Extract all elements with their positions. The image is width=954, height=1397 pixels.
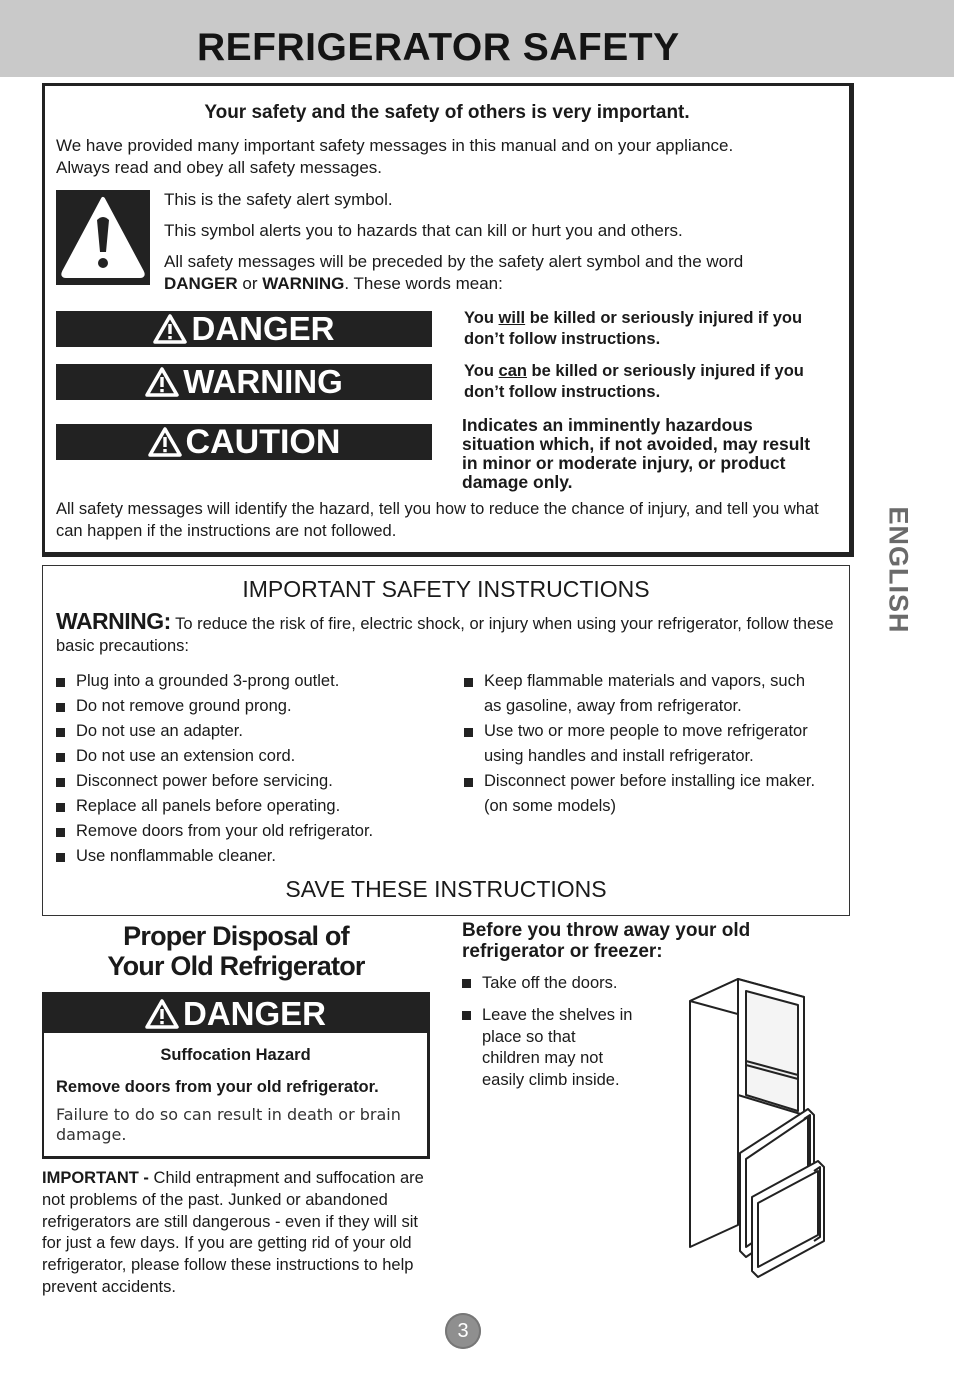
language-tab-label: ENGLISH	[883, 506, 914, 634]
safety-intro-box	[42, 83, 854, 557]
warning-signal-label: WARNING	[183, 363, 343, 400]
precautions-list-left	[56, 669, 436, 869]
caution-signal-desc: Indicates an imminently hazardous situation which, if not avoided, may result in minor or moderate injury, or product damage only.	[462, 415, 811, 492]
page-title: REFRIGERATOR SAFETY	[197, 26, 680, 69]
list-item: Do not use an extension cord.	[56, 744, 436, 769]
warning-signal-desc	[464, 361, 824, 403]
danger-signal-desc	[464, 308, 824, 350]
warning-word: WARNING	[262, 274, 345, 293]
warning-label: WARNING:	[56, 608, 171, 634]
list-item: Do not remove ground prong.	[56, 694, 436, 719]
intro-line-2: Always read and obey all safety messages.	[56, 158, 383, 177]
hazard-consequence: Failure to do so can result in death or brain damage.	[56, 1105, 401, 1144]
signal-words-text	[164, 251, 824, 295]
warning-statement	[56, 610, 836, 657]
alert-symbol-text: This is the safety alert symbol.	[164, 190, 393, 209]
danger-signal-bar	[56, 311, 432, 347]
important-text: Child entrapment and suffocation are not problems of the past. Junked or abandoned refrigerators are still dangerous - even if they will sit for just a few days. If you are getting rid of your old refrigerator, please follow these instructions to help prevent accidents.	[42, 1169, 424, 1296]
list-item: Remove doors from your old refrigerator.	[56, 819, 436, 844]
before-throw-away-heading: Before you throw away your old refrigerator or freezer:	[462, 920, 751, 962]
hazard-instruction: Remove doors from your old refrigerator.	[56, 1078, 379, 1096]
refrigerator-icon	[684, 975, 830, 1283]
safety-intro-text	[56, 135, 826, 179]
preceded-tail: . These words mean:	[344, 274, 503, 293]
list-item: Take off the doors.	[462, 973, 637, 995]
list-item: Use nonflammable cleaner.	[56, 844, 436, 869]
caution-signal-label: CAUTION	[185, 422, 341, 461]
list-item: Do not use an adapter.	[56, 719, 436, 744]
important-label: IMPORTANT -	[42, 1169, 149, 1187]
before-throw-away-list	[462, 973, 637, 1102]
save-instructions-text: SAVE THESE INSTRUCTIONS	[285, 876, 607, 902]
desc-post: be killed or seriously injured if you don’t follow instructions.	[464, 309, 803, 348]
desc-key: will	[498, 309, 526, 327]
disposal-title-line-1: Proper Disposal of	[123, 921, 349, 951]
list-item: Disconnect power before servicing.	[56, 769, 436, 794]
disposal-title-line-2: Your Old Refrigerator	[107, 951, 365, 981]
danger-box-label: DANGER	[182, 994, 326, 1032]
refrigerator-illustration	[684, 975, 830, 1283]
important-paragraph	[42, 1168, 427, 1299]
warning-triangle-icon	[56, 190, 150, 285]
desc-post: be killed or seriously injured if you don’t follow instructions.	[464, 362, 804, 401]
instructions-heading: IMPORTANT SAFETY INSTRUCTIONS	[242, 576, 650, 602]
list-item: Keep flammable materials and vapors, such as gasoline, away from refrigerator.	[464, 669, 824, 719]
safety-box-footer: All safety messages will identify the hazard, tell you how to reduce the chance of injury, and tell you what can happen if the instructions are not followed.	[56, 500, 819, 540]
list-item: Plug into a grounded 3-prong outlet.	[56, 669, 436, 694]
alert-triangle-icon	[153, 314, 187, 344]
danger-signal-label: DANGER	[191, 310, 335, 347]
safety-alert-icon	[56, 190, 150, 285]
desc-key: can	[498, 362, 527, 380]
alert-triangle-icon	[145, 367, 179, 397]
or-word: or	[237, 274, 263, 293]
language-tab	[868, 480, 928, 660]
alert-hazard-text: This symbol alerts you to hazards that can kill or hurt you and others.	[164, 221, 683, 240]
alert-triangle-icon	[148, 427, 182, 457]
list-item-note: (on some models)	[484, 797, 617, 815]
safety-box-heading: Your safety and the safety of others is very important.	[204, 102, 690, 123]
hazard-title: Suffocation Hazard	[160, 1046, 311, 1064]
suffocation-danger-box	[42, 992, 430, 1159]
page-number: 3	[445, 1313, 481, 1349]
precautions-list-right	[464, 669, 824, 819]
warning-signal-bar	[56, 364, 432, 400]
caution-signal-bar	[56, 424, 432, 460]
important-safety-instructions-box	[42, 565, 850, 916]
list-item: Replace all panels before operating.	[56, 794, 436, 819]
desc-pre: You	[464, 362, 499, 380]
warning-text: To reduce the risk of fire, electric shock, or injury when using your refrigerator, follow these basic precautions:	[56, 615, 834, 655]
desc-pre: You	[464, 309, 499, 327]
alert-triangle-icon	[145, 999, 179, 1029]
intro-line-1: We have provided many important safety messages in this manual and on your appliance.	[56, 136, 734, 155]
list-item: Use two or more people to move refrigerator using handles and install refrigerator.	[464, 719, 824, 769]
disposal-title	[42, 921, 430, 981]
danger-word: DANGER	[164, 274, 238, 293]
list-item: Leave the shelves in place so that children may not easily climb inside.	[462, 1005, 637, 1092]
danger-box-bar	[44, 994, 427, 1033]
preceded-text: All safety messages will be preceded by the safety alert symbol and the word	[164, 252, 744, 271]
list-item: Disconnect power before installing ice maker.	[464, 769, 824, 794]
